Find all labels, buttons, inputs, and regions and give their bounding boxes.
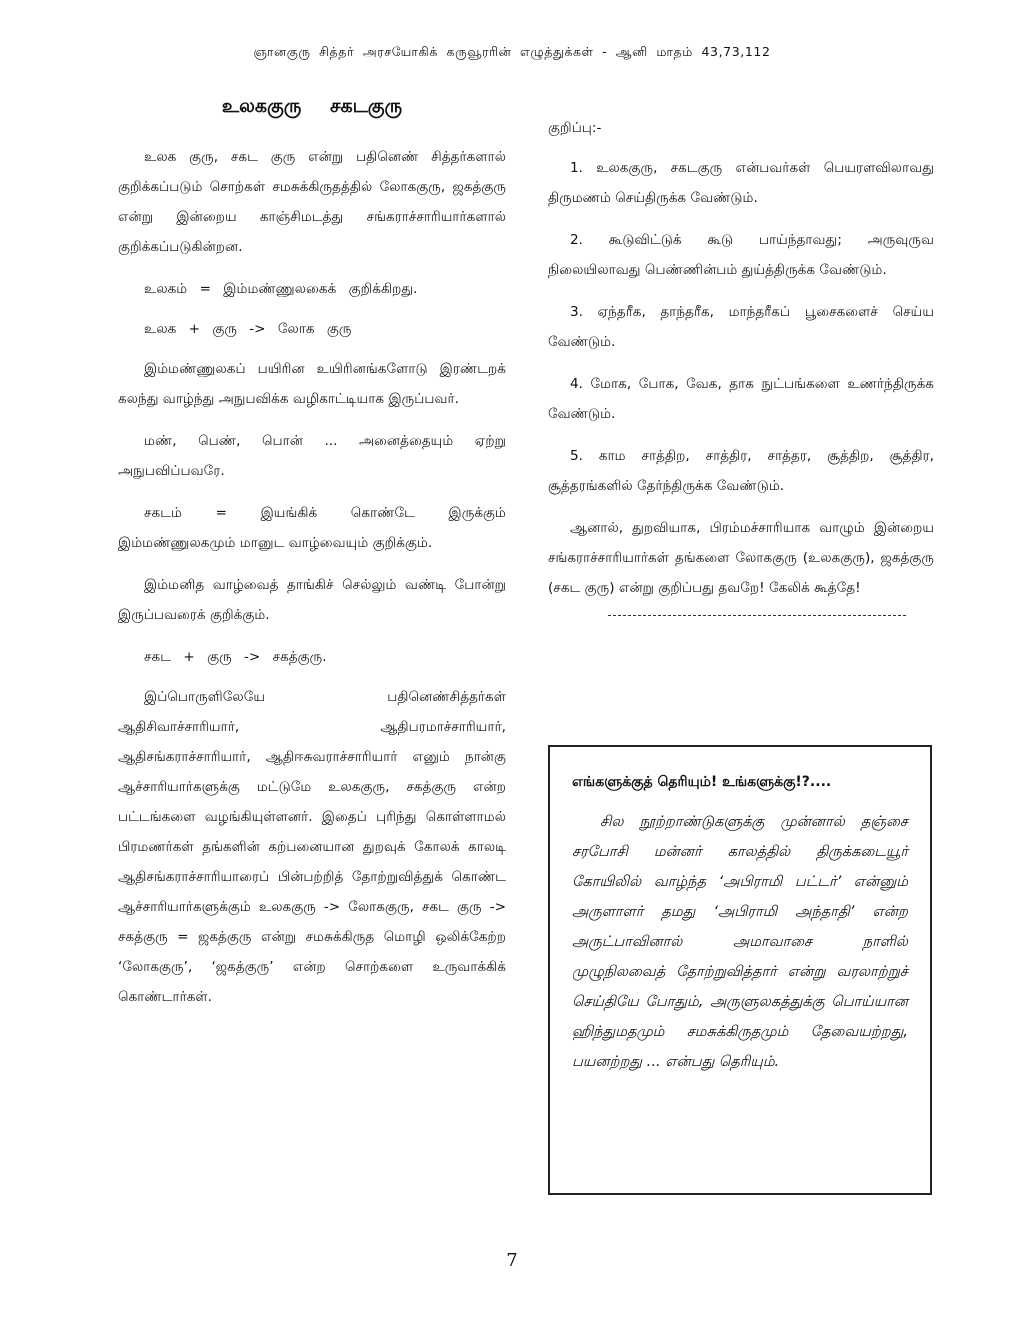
paragraph-ulaga-guru-meaning: இம்மண்ணுலகப் பயிரின உயிரினங்களோடு இரண்டறக் கலந்து வாழ்ந்து அநுபவிக்க வழிகாட்டியாக இருப்பவர். (118, 361, 506, 407)
section-divider (608, 615, 906, 616)
notes-heading: குறிப்பு:- (548, 120, 602, 136)
equation-loka-guru: உலக + குரு -> லோக குரு (144, 321, 352, 337)
paragraph-man-pen-pon: மண், பெண், பொன் ... அனைத்தையும் ஏற்று அநுபவிப்பவரே. (118, 433, 506, 479)
definition-ulagam: உலகம் = இம்மண்ணுலகைக் குறிக்கிறது. (144, 281, 418, 297)
running-head: ஞானகுரு சித்தர் அரசயோகிக் கருவூரரின் எழுத்துக்கள் - ஆனி மாதம் 43,73,112 (253, 44, 771, 59)
note-item: 4. மோக, போக, வேக, தாக நுட்பங்களை உணர்ந்திருக்க வேண்டும். (548, 376, 934, 422)
note-item: 5. காம சாத்திற, சாத்திர, சாத்தர, சூத்திற, சூத்திர, சூத்தரங்களில் தேர்ந்திருக்க வேண்டும். (548, 448, 934, 494)
paragraph-intro: உலக குரு, சகட குரு என்று பதினெண் சித்தர்களால் குறிக்கப்படும் சொற்கள் சமசுக்கிருதத்தில் லோககுரு, ஜகத்குரு என்று இன்றைய காஞ்சிமடத்து சங்கராச்சாரியார்களால் குறிக்கப்படுகின்றன. (118, 149, 506, 255)
note-item: 3. ஏந்தரீக, தாந்தரீக, மாந்தரீகப் பூசைகளைச் செய்ய வேண்டும். (548, 304, 934, 350)
article-title: உலககுரு சகடகுரு (221, 95, 403, 117)
sidebar-box (548, 745, 932, 1195)
conclusion-paragraph: ஆனால், துறவியாக, பிரம்மச்சாரியாக வாழும் இன்றைய சங்கராச்சாரியார்கள் தங்களை லோககுரு (உலககுரு), ஜகத்குரு (சகட குரு) என்று குறிப்பது தவறே! கேலிக் கூத்தே! (548, 520, 934, 596)
left-column (118, 95, 506, 1024)
equation-sakath-guru: சகட + குரு -> சகத்குரு. (144, 649, 327, 665)
note-item: 2. கூடுவிட்டுக் கூடு பாய்ந்தாவது; அருவுருவ நிலையிலாவது பெண்ணின்பம் துய்த்திருக்க வேண்டும். (548, 232, 934, 278)
paragraph-acharyas: இப்பொருளிலேயே பதினெண்சித்தர்கள் ஆதிசிவாச்சாரியார், ஆதிபரமாச்சாரியார், ஆதிசங்கராச்சாரியார், ஆதிஈசுவராச்சாரியார் எனும் நான்கு ஆச்சாரியார்களுக்கு மட்டுமே உலககுரு, சகத்குரு என்ற பட்டங்களை வழங்கியுள்ளனர். இதைப் புரிந்து கொள்ளாமல் பிரமணர்கள் தங்களின் கற்பனையான துறவுக் கோலக் காலடி ஆதிசங்கராச்சாரியாரைப் பின்பற்றித் தோற்றுவித்துக் கொண்ட ஆச்சாரியார்களுக்கும் உலககுரு -> லோககுரு, சகட குரு -> சகத்குரு = ஜகத்குரு என்று சமசுக்கிருத மொழி ஒலிக்கேற்ற ‘லோககுரு’, ‘ஜகத்குரு’ என்ற சொற்களை உருவாக்கிக் கொண்டார்கள். (118, 689, 506, 1005)
note-item: 1. உலககுரு, சகடகுரு என்பவர்கள் பெயரளவிலாவது திருமணம் செய்திருக்க வேண்டும். (548, 160, 934, 206)
box-text: சில நூற்றாண்டுகளுக்கு முன்னால் தஞ்சை சரபோசி மன்னர் காலத்தில் திருக்கடையூர் கோயிலில் வாழ்ந்த ‘அபிராமி பட்டர்’ என்னும் அருளாளர் தமது ‘அபிராமி அந்தாதி’ என்ற அருட்பாவினால் அமாவாசை நாளில் முழுநிலவைத் தோற்றுவித்தார் என்று வரலாற்றுச் செய்தியே போதும், அருளுலகத்துக்கு பொய்யான ஹிந்துமதமும் சமசுக்கிருதமும் தேவையற்றது, பயனற்றது ... என்பது தெரியும். (572, 813, 908, 1070)
definition-sakadam: சகடம் = இயங்கிக் கொண்டே இருக்கும் இம்மண்ணுலகமும் மானுட வாழ்வையும் குறிக்கும். (118, 505, 506, 551)
box-title: எங்களுக்குத் தெரியும்! உங்களுக்கு!?.... (572, 774, 832, 790)
paragraph-vandi: இம்மனித வாழ்வைத் தாங்கிச் செல்லும் வண்டி போன்று இருப்பவரைக் குறிக்கும். (118, 577, 506, 623)
page-number: 7 (506, 1250, 518, 1271)
right-column (548, 95, 934, 616)
